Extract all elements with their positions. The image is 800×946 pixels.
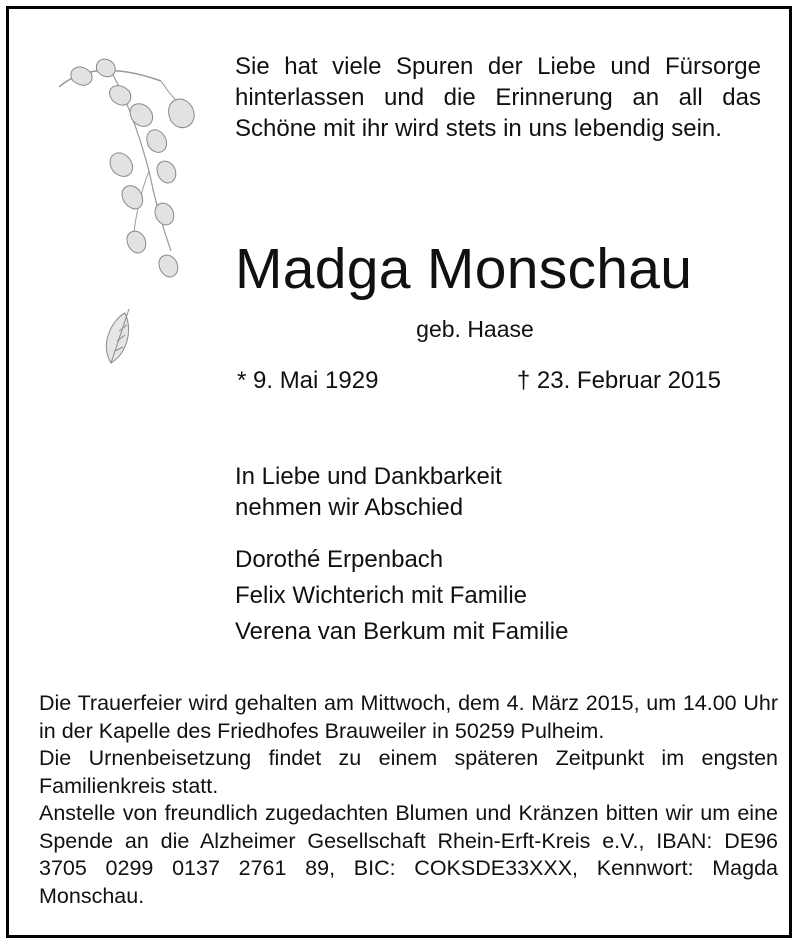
farewell-line: In Liebe und Dankbarkeit	[235, 463, 502, 490]
obituary-notice	[6, 6, 792, 938]
farewell-text	[235, 461, 635, 523]
birch-leaves-illustration	[53, 51, 213, 381]
funeral-notice	[39, 690, 778, 910]
memorial-quote: Sie hat viele Spuren der Liebe und Fürsorge hinterlassen und die Erinnerung an all das Schöne mit ihr wird stets in uns lebendig sein.	[235, 53, 761, 142]
donation-paragraph: Anstelle von freundlich zugedachten Blumen und Kränzen bitten wir um eine Spende an die Alzheimer Gesellschaft Rhein-Erft-Kreis e.V., IBAN: DE96 3705 0299 0137 2761 89, BIC: COKSDE33XXX, Kennwort: Magda Monschau.	[39, 801, 778, 908]
mourner: Felix Wichterich mit Familie	[235, 582, 528, 609]
death-date: † 23. Februar 2015	[516, 367, 721, 394]
falling-leaf-icon	[106, 309, 129, 363]
mourner: Dorothé Erpenbach	[235, 546, 444, 573]
funeral-service-paragraph: Die Trauerfeier wird gehalten am Mittwoch, dem 4. März 2015, um 14.00 Uhr in der Kapelle des Friedhofes Brauweiler in 50259 Pulheim.	[39, 691, 778, 743]
birth-date: * 9. Mai 1929	[237, 367, 379, 394]
life-dates	[235, 365, 721, 397]
urn-burial-paragraph: Die Urnenbeisetzung findet zu einem späteren Zeitpunkt im engsten Familienkreis statt.	[39, 746, 778, 798]
mourners-list	[235, 542, 715, 650]
farewell-line: nehmen wir Abschied	[235, 494, 464, 521]
mourner: Verena van Berkum mit Familie	[235, 618, 569, 645]
maiden-name: geb. Haase	[416, 316, 534, 342]
deceased-name: Madga Monschau	[235, 237, 693, 301]
